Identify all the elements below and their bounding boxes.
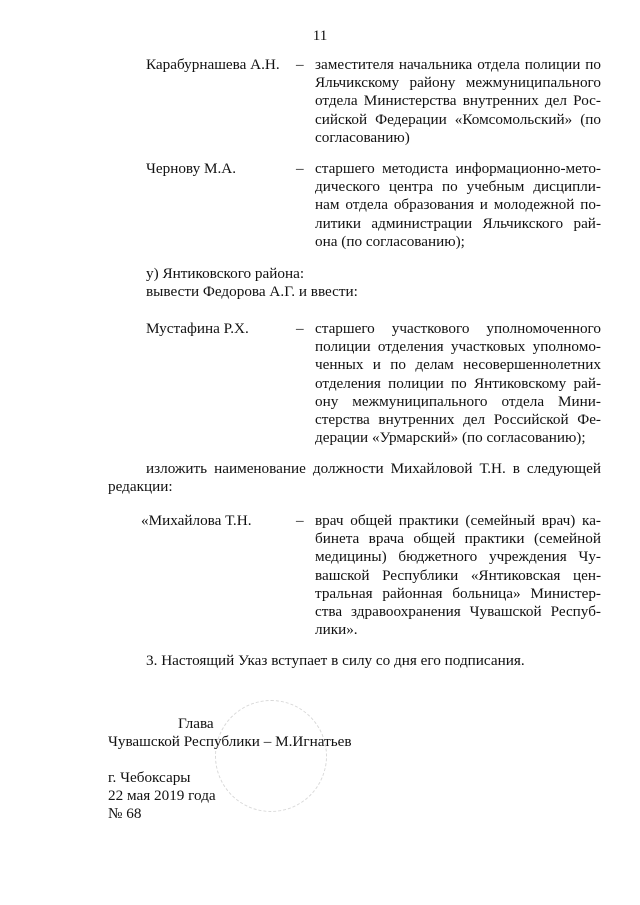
entry-description-chernova (315, 160, 601, 251)
entry-dash: – (296, 512, 304, 529)
entry-name-mustafina: Мустафина Р.Х. (146, 320, 249, 337)
description-line: сийской Федерации «Комсомольский» (по (315, 110, 601, 128)
change-paragraph-line1 (146, 460, 601, 478)
description-line: Яльчикскому району межмуниципального (315, 74, 601, 92)
description-line: медицины) бюджетного учреждения Чу- (315, 548, 601, 566)
signature-name: Чувашской Республики – М.Игнатьев (108, 733, 352, 750)
description-line: литики администрации Яльчикского рай- (315, 214, 601, 232)
description-line: стерства внутренних дел Российской Фе- (315, 411, 601, 429)
description-line: заместителя начальника отдела полиции по (315, 56, 601, 73)
description-line: отдела Министерства внутренних дел Рос- (315, 92, 601, 110)
description-line: отделения полиции по Янтиковскому рай- (315, 374, 601, 392)
description-line: полиции отделения участковых уполномо- (315, 338, 601, 356)
description-line: ченных и по делам несовершеннолетних (315, 356, 601, 374)
entry-description-mikhailova (315, 512, 601, 639)
section-heading: у) Янтиковского района: (146, 265, 305, 282)
section-instruction: вывести Федорова А.Г. и ввести: (146, 283, 358, 300)
entry-name-mikhailova: «Михайлова Т.Н. (141, 512, 252, 529)
description-line: лики». (315, 621, 358, 639)
paragraph-line: изложить наименование должности Михайловой Т.Н. в следующей (146, 460, 601, 477)
description-line: нам отдела образования и молодежной по- (315, 196, 601, 214)
footer-city: г. Чебоксары (108, 769, 191, 786)
page-number: 11 (312, 27, 328, 44)
entry-description-karaburnasheva (315, 56, 601, 147)
stamp-seal-icon (215, 700, 327, 812)
entry-name-chernova: Чернову М.А. (146, 160, 237, 177)
entry-dash: – (296, 320, 304, 337)
entry-dash: – (296, 160, 304, 177)
description-line: дического центра по учебным дисципли- (315, 178, 601, 196)
description-line: дерации «Урмарский» (по согласованию); (315, 429, 586, 447)
signature-title: Глава (178, 715, 214, 732)
description-line: старшего участкового уполномоченного (315, 320, 601, 337)
description-line: бинета врача общей практики (семейной (315, 530, 601, 548)
description-line: вашской Республики «Янтиковская цен- (315, 566, 601, 584)
description-line: тральная районная больница» Министер- (315, 584, 601, 602)
entry-name-karaburnasheva: Карабурнашева А.Н. (146, 56, 280, 73)
description-line: старшего методиста информационно-мето- (315, 160, 601, 177)
clause-3: 3. Настоящий Указ вступает в силу со дня его подписания. (146, 652, 525, 669)
entry-dash: – (296, 56, 304, 73)
description-line: ону межмуниципального отдела Мини- (315, 392, 601, 410)
description-line: врач общей практики (семейный врач) ка- (315, 512, 601, 529)
entry-description-mustafina (315, 320, 601, 447)
description-line: она (по согласованию); (315, 232, 465, 250)
footer-date: 22 мая 2019 года (108, 787, 216, 804)
description-line: согласованию) (315, 128, 410, 146)
change-paragraph-line2: редакции: (108, 478, 173, 495)
footer-number: № 68 (108, 805, 142, 822)
description-line: ства здравоохранения Чувашской Респуб- (315, 603, 601, 621)
